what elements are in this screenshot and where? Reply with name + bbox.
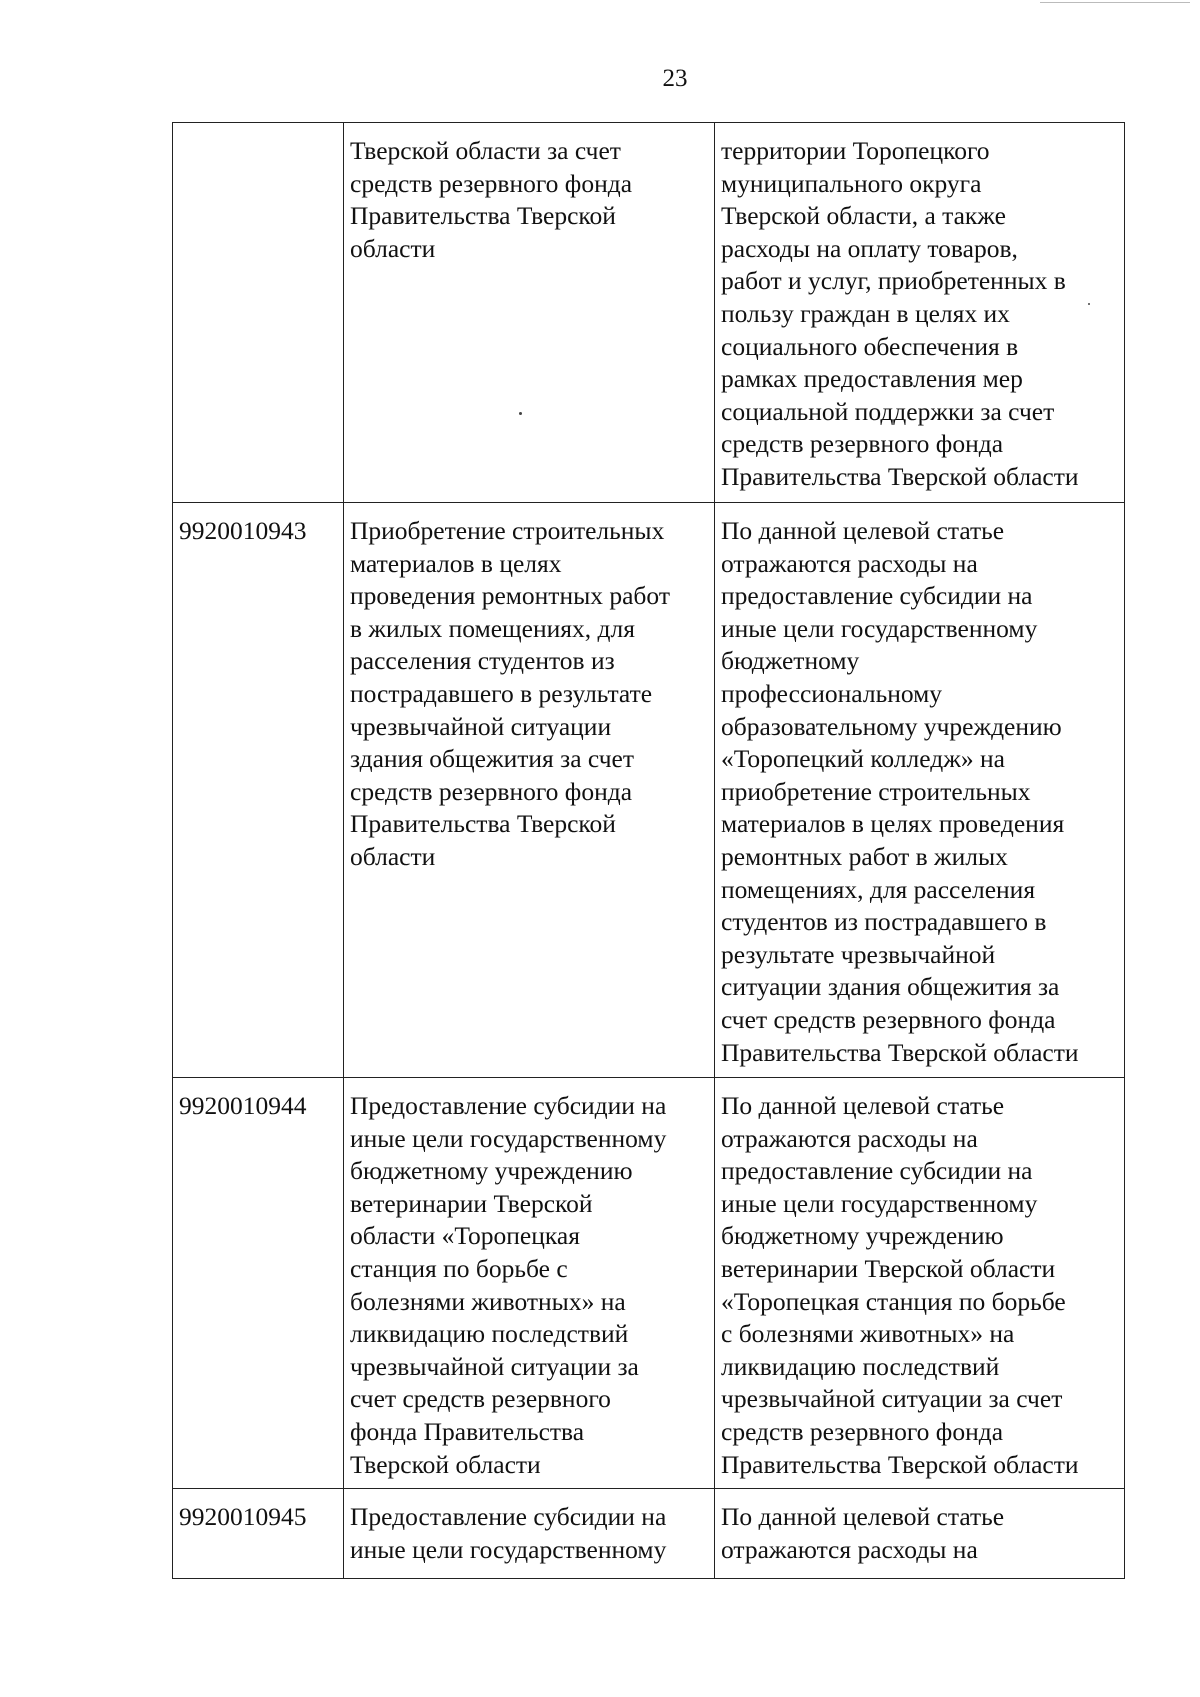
name-cell [344, 1078, 715, 1489]
description-cell [715, 1078, 1125, 1489]
description-text: По данной целевой статье отражаются расходы на предоставление субсидии на иные цели государственному бюджетному профессиональному образовательному учреждению «Торопецкий колледж» на приобретение строительных материалов в целях проведения ремонтных работ в жилых помещениях, для расселения студентов из пострадавшего в результате чрезвычайной ситуации здания общежития за счет средств резервного фонда Правительства Тверской области [721, 516, 1079, 1067]
name-text: Тверской области за счет средств резервного фонда Правительства Тверской области [350, 136, 633, 263]
table-row [173, 1489, 1125, 1579]
name-cell [344, 123, 715, 503]
name-text: Предоставление субсидии на иные цели государственному [350, 1502, 667, 1564]
scan-speck [519, 412, 522, 415]
code-text: 9920010943 [179, 516, 307, 545]
code-text: 9920010945 [179, 1502, 307, 1531]
code-cell [173, 1078, 344, 1489]
code-cell [173, 503, 344, 1078]
table-row [173, 123, 1125, 503]
name-text: Приобретение строительных материалов в целях проведения ремонтных работ в жилых помещениях, для расселения студентов из пострадавшего в результате чрезвычайной ситуации здания общежития за счет средств резервного фонда Правительства Тверской области [350, 516, 670, 871]
description-text: По данной целевой статье отражаются расходы на [721, 1502, 1005, 1564]
description-cell [715, 503, 1125, 1078]
table-row [173, 503, 1125, 1078]
code-cell [173, 123, 344, 503]
budget-classification-table [172, 122, 1125, 1579]
name-cell [344, 1489, 715, 1579]
table-row [173, 1078, 1125, 1489]
page-number: 23 [662, 65, 688, 92]
description-cell [715, 123, 1125, 503]
scan-speck [1088, 303, 1090, 305]
description-text: территории Торопецкого муниципального округа Тверской области, а также расходы на оплату товаров, работ и услуг, приобретенных в пользу граждан в целях их социального обеспечения в рамках предоставления мер социальной поддержки за счет средств резервного фонда Правительства Тверской области [721, 136, 1079, 491]
code-text: 9920010944 [179, 1091, 307, 1120]
description-text: По данной целевой статье отражаются расходы на предоставление субсидии на иные цели государственному бюджетному учреждению ветеринарии Тверской области «Торопецкая станция по борьбе с болезнями животных» на ликвидацию последствий чрезвычайной ситуации за счет средств резервного фонда Правительства Тверской области [721, 1091, 1079, 1479]
code-cell [173, 1489, 344, 1579]
scan-top-rule [1040, 2, 1190, 3]
description-cell [715, 1489, 1125, 1579]
name-text: Предоставление субсидии на иные цели государственному бюджетному учреждению ветеринарии Тверской области «Торопецкая станция по борьбе с болезнями животных» на ликвидацию последствий чрезвычайной ситуации за счет средств резервного фонда Правительства Тверской области [350, 1091, 667, 1479]
name-cell [344, 503, 715, 1078]
